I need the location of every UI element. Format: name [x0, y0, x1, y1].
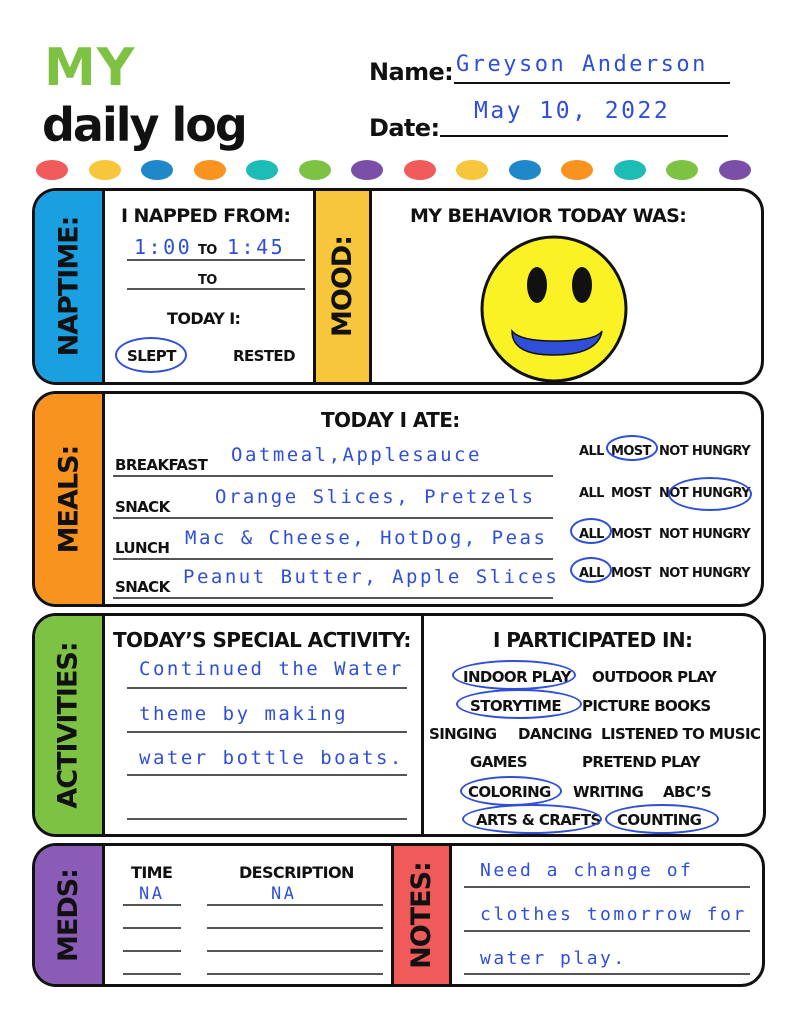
meals-card [32, 391, 764, 607]
decorative-dot [561, 160, 593, 180]
logo-daily-log: daily log [42, 98, 246, 152]
item-counting[interactable]: COUNTING [617, 811, 702, 829]
notes-card [391, 843, 765, 987]
meds-desc-line-4 [207, 973, 383, 975]
name-label: Name: [369, 58, 454, 86]
special-activity-line-1[interactable]: Continued the Water [139, 658, 404, 680]
meal-row-line [113, 475, 553, 477]
smiley-face-icon [478, 233, 630, 385]
decorative-dot [194, 160, 226, 180]
naptime-heading: I NAPPED FROM: [121, 205, 291, 227]
meal-selection-circle-mark [606, 435, 658, 461]
decorative-dot [36, 160, 68, 180]
naptime-card [32, 188, 316, 385]
meds-tab [35, 846, 105, 984]
meds-card [32, 843, 394, 987]
meal-row-line [113, 558, 553, 560]
meds-description-value[interactable]: NA [271, 884, 297, 904]
decorative-dot [89, 160, 121, 180]
item-coloring[interactable]: COLORING [468, 783, 551, 801]
nap-line-2 [127, 288, 305, 290]
activities-tab-label: ACTIVITIES: [53, 641, 84, 809]
item-abcs[interactable]: ABC’S [663, 783, 712, 801]
meal-row-food[interactable]: Orange Slices, Pretzels [215, 486, 536, 508]
decorative-dots [36, 160, 766, 182]
mood-card [313, 188, 764, 385]
meal-option-all[interactable]: ALL [579, 566, 604, 581]
meal-row-label: SNACK [115, 498, 170, 516]
notes-tab-label: NOTES: [406, 861, 437, 969]
activity-line-2 [127, 731, 407, 733]
nap-to-label-2: TO [198, 273, 217, 288]
meal-row-label: BREAKFAST [115, 456, 208, 474]
item-picture-books[interactable]: PICTURE BOOKS [582, 697, 711, 715]
date-label: Date: [369, 114, 440, 142]
item-pretend-play[interactable]: PRETEND PLAY [582, 753, 700, 771]
meds-time-value[interactable]: NA [139, 884, 165, 904]
name-field[interactable]: Greyson Anderson [456, 52, 708, 77]
decorative-dot [404, 160, 436, 180]
notes-rule-2 [464, 930, 750, 932]
meal-row-line [113, 597, 553, 599]
meal-row-food[interactable]: Mac & Cheese, HotDog, Peas [185, 527, 548, 549]
option-slept[interactable]: SLEPT [127, 347, 176, 365]
meal-selection-circle-mark [570, 518, 612, 544]
decorative-dot [719, 160, 751, 180]
item-writing[interactable]: WRITING [573, 783, 644, 801]
item-dancing[interactable]: DANCING [518, 725, 592, 743]
meal-row-line [113, 517, 553, 519]
notes-line-3[interactable]: water play. [480, 948, 627, 969]
meal-option-not-hungry[interactable]: NOT HUNGRY [659, 527, 751, 542]
meds-desc-line-1 [207, 904, 383, 906]
notes-rule-3 [464, 973, 750, 975]
meal-option-not-hungry[interactable]: NOT HUNGRY [659, 444, 751, 459]
meals-tab-label: MEALS: [53, 445, 84, 553]
mood-tab [316, 191, 372, 382]
logo-my: MY [44, 38, 136, 98]
naptime-tab-label: NAPTIME: [53, 216, 85, 357]
meds-description-header: DESCRIPTION [239, 863, 354, 882]
naptime-tab [35, 191, 105, 382]
meal-row-food[interactable]: Peanut Butter, Apple Slices [183, 566, 560, 588]
date-underline [440, 135, 728, 137]
notes-line-2[interactable]: clothes tomorrow for [480, 904, 747, 925]
decorative-dot [351, 160, 383, 180]
decorative-dot [456, 160, 488, 180]
meal-option-not-hungry[interactable]: NOT HUNGRY [659, 486, 751, 501]
item-outdoor-play[interactable]: OUTDOOR PLAY [592, 668, 717, 686]
indoor-play-circle-mark [452, 660, 576, 690]
name-underline [454, 82, 730, 84]
decorative-dot [614, 160, 646, 180]
coloring-circle-mark [460, 776, 562, 806]
meals-heading: TODAY I ATE: [321, 408, 460, 432]
item-singing[interactable]: SINGING [429, 725, 497, 743]
special-activity-line-2[interactable]: theme by making [139, 703, 349, 725]
decorative-dot [299, 160, 331, 180]
counting-circle-mark [605, 804, 719, 834]
activities-tab [35, 616, 105, 834]
meds-time-line-3 [123, 950, 181, 952]
meds-tab-label: MEDS: [53, 868, 84, 962]
meds-time-header: TIME [131, 863, 173, 882]
meds-time-line-1 [123, 904, 181, 906]
nap-to-time[interactable]: 1:45 [227, 235, 286, 259]
item-storytime[interactable]: STORYTIME [470, 697, 561, 715]
slept-circle-mark [115, 337, 187, 373]
date-field[interactable]: May 10, 2022 [474, 98, 671, 124]
activity-line-1 [127, 687, 407, 689]
special-activity-heading: TODAY’S SPECIAL ACTIVITY: [113, 628, 411, 652]
option-rested[interactable]: RESTED [233, 347, 295, 365]
decorative-dot [666, 160, 698, 180]
meal-option-all[interactable]: ALL [579, 486, 604, 501]
meal-selection-circle-mark [570, 557, 612, 583]
mood-tab-label: MOOD: [327, 236, 359, 337]
decorative-dot [509, 160, 541, 180]
nap-line-1 [127, 259, 305, 261]
nap-to-label-1: TO [198, 243, 217, 258]
item-arts-crafts[interactable]: ARTS & CRAFTS [476, 811, 601, 829]
meal-option-all[interactable]: ALL [579, 444, 604, 459]
activity-line-3 [127, 774, 407, 776]
meds-desc-line-2 [207, 927, 383, 929]
meal-row-food[interactable]: Oatmeal,Applesauce [231, 444, 482, 466]
meal-option-most[interactable]: MOST [611, 486, 651, 501]
meal-option-most[interactable]: MOST [611, 566, 651, 581]
meds-desc-line-3 [207, 950, 383, 952]
meal-row-label: SNACK [115, 578, 170, 596]
notes-tab [394, 846, 452, 984]
meal-option-most[interactable]: MOST [611, 444, 651, 459]
today-i-label: TODAY I: [167, 309, 241, 328]
decorative-dot [246, 160, 278, 180]
meal-selection-circle-mark [668, 477, 752, 511]
participated-heading: I PARTICIPATED IN: [493, 628, 693, 652]
nap-from-time[interactable]: 1:00 [134, 235, 193, 259]
meal-option-not-hungry[interactable]: NOT HUNGRY [659, 566, 751, 581]
storytime-circle-mark [456, 689, 582, 719]
notes-line-1[interactable]: Need a change of [480, 860, 694, 881]
activity-line-4 [127, 818, 407, 820]
special-activity-line-3[interactable]: water bottle boats. [139, 747, 404, 769]
arts-crafts-circle-mark [462, 804, 602, 834]
decorative-dot [141, 160, 173, 180]
meal-row-label: LUNCH [115, 539, 170, 557]
activities-card [32, 613, 766, 837]
item-indoor-play[interactable]: INDOOR PLAY [463, 668, 571, 686]
meds-time-line-2 [123, 927, 181, 929]
item-games[interactable]: GAMES [470, 753, 527, 771]
item-listened-to-music[interactable]: LISTENED TO MUSIC [601, 725, 761, 743]
notes-rule-1 [464, 886, 750, 888]
mood-heading: MY BEHAVIOR TODAY WAS: [410, 205, 687, 227]
meds-time-line-4 [123, 973, 181, 975]
activities-divider [421, 616, 424, 834]
meal-option-all[interactable]: ALL [579, 527, 604, 542]
meals-tab [35, 394, 105, 604]
meal-option-most[interactable]: MOST [611, 527, 651, 542]
